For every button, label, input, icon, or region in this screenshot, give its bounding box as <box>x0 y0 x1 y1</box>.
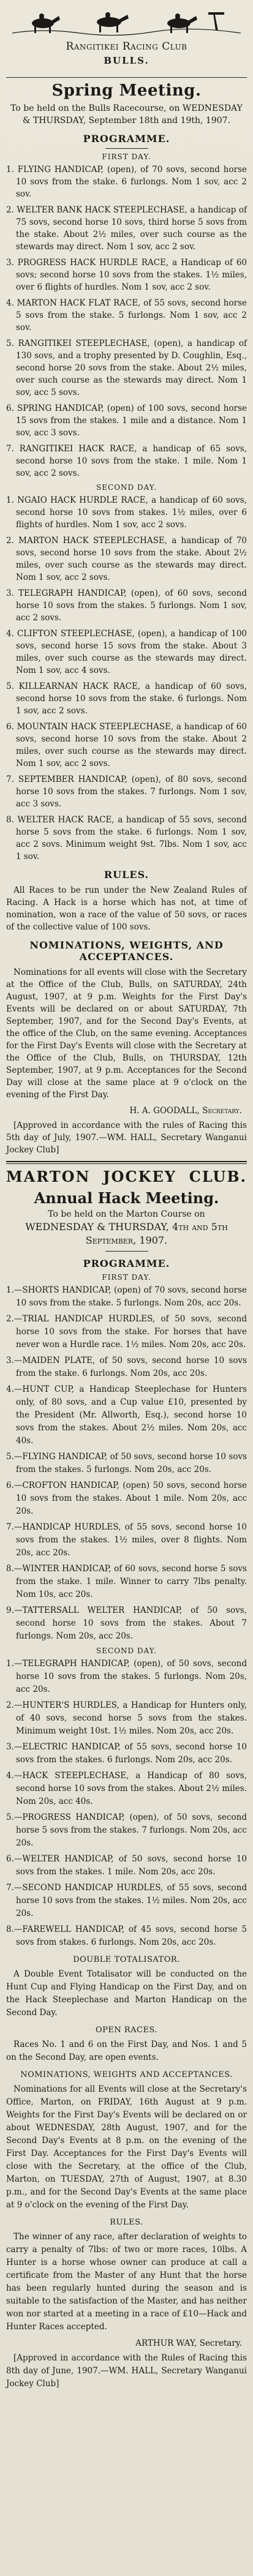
race-entry: 3. TELEGRAPH HANDICAP, (open), of 60 sovs, second horse 10 sovs from the stakes. 5 furlongs. Nom 1 sov, acc 2 sovs. <box>6 588 247 623</box>
meeting-heading: Spring Meeting. <box>51 81 202 100</box>
race-entry: 1.—TELEGRAPH HANDICAP, (open), of 50 sovs, second horse 10 sovs from the stakes. 5 furlongs. Nom 20s, acc 20s. <box>6 1659 247 1694</box>
race-entry: 1. FLYING HANDICAP, (open), of 70 sovs, second horse 10 sovs from the stake. 6 furlongs. Nom 1 sov, acc 2 sov. <box>6 165 247 199</box>
open-races-text: Races No. 1 and 6 on the First Day, and Nos. 1 and 5 on the Second Day, are open events. <box>6 2040 247 2062</box>
secretary-signature: ARTHUR WAY, Secretary. <box>135 2338 242 2348</box>
first-day-heading: FIRST DAY. <box>102 1273 151 1282</box>
race-entry: 5. RANGITIKEI STEEPLECHASE, (open), a handicap of 130 sovs, and a trophy presented by D. Coughlin, Esq., second horse 20 sovs from the stake. About 2½ miles, over such course as the stewards may direct. Nom 1 sov, acc 5 sovs. <box>6 339 247 397</box>
race-entry: 7. RANGITIKEI HACK RACE, a handicap of 65 sovs, second horse 10 sovs from the stake. 1 mile. Nom 1 sov, acc 2 sovs. <box>6 444 247 478</box>
club-title-right: CLUB. <box>189 1168 247 1185</box>
race-entry: 4.—HUNT CUP, a Handicap Steeplechase for Hunters only, of 80 sovs, and a Cup value £10, presented by the President (Mr. Allworth, Esq.), second horse 10 sovs from the stakes. About 2½ miles. Nom 20s, acc 40s. <box>6 1384 247 1446</box>
race-entry: 1.—SHORTS HANDICAP, (open) of 70 sovs, second horse 10 sovs from the stake. 5 furlongs. Nom 20s, acc 20s. <box>6 1285 247 1308</box>
race-entry: 5.—FLYING HANDICAP, of 50 sovs, second horse 10 sovs from the stakes. 5 furlongs. Nom 20s, acc 20s. <box>6 1452 247 1474</box>
club-title-mid: JOCKEY <box>103 1168 176 1185</box>
race-entry: 5. KILLEARNAN HACK RACE, a handicap of 60 sovs, second horse 10 sovs from the stake. 6 furlongs. Nom 1 sov, acc 2 sovs. <box>6 682 247 716</box>
rules-text: The winner of any race, after declaration of weights to carry a penalty of 7lbs: of two or more races, 10lbs. A Hunter is a horse whose owner can produce at call a certificate from the Master of any Hunt that the horse has been regularly hunted during the season and is suitable to the satisfaction of the Master, and has neither won nor started at a meeting in a race of £10—Hack and Hunter Races accepted. <box>6 2232 247 2332</box>
race-entry: 9.—TATTERSALL WELTER HANDICAP, of 50 sovs, second horse 10 sovs from the stakes. About 7 furlongs. Nom 20s, acc 20s. <box>6 1605 247 1641</box>
approval-notice: [Approved in accordance with the rules of Racing this 5th day of July, 1907.—WM. HALL, Secretary Wanganui Jockey Club] <box>6 1121 247 1155</box>
race-entry: 8.—WINTER HANDICAP, of 60 sovs, second horse 5 sovs from the stake. 1 mile. Winner to carry 7lbs penalty. Nom 10s, acc 20s. <box>6 1564 247 1599</box>
meeting-heading: Annual Hack Meeting. <box>34 1189 219 1207</box>
programme-heading: PROGRAMME. <box>83 133 170 145</box>
meeting-intro: To be held on the Marton Course on <box>48 1209 205 1219</box>
race-entry: 8. WELTER HACK RACE, a handicap of 55 sovs, second horse 5 sovs from the stake. 6 furlongs. Nom 1 sov, acc 2 sovs. Minimum weight 9st. 7lbs. Nom 1 sov, acc 1 sov. <box>6 815 247 862</box>
club-title <box>6 1168 247 1185</box>
programme-heading: PROGRAMME. <box>83 1258 170 1269</box>
race-entry: 1. NGAIO HACK HURDLE RACE, a handicap of 60 sovs, second horse 10 sovs from stakes. 1½ miles, over 6 flights of hurdles. Nom 1 sov, acc 2 sovs. <box>6 495 247 530</box>
rules-heading: RULES. <box>104 869 149 881</box>
open-races-heading: OPEN RACES. <box>95 2026 158 2035</box>
rangitikei-racing-club-ad <box>6 5 247 1156</box>
rules-text: All Races to be run under the New Zealand Rules of Racing. A Hack is a horse which has not, at time of nomination, won a race of the value of 50 sovs, or races of the collective value of 100 sovs. <box>6 885 247 932</box>
meeting-dates: WEDNESDAY & THURSDAY, 4th and 5th September, 1907. <box>25 1221 228 1246</box>
race-entry: 4. MARTON HACK FLAT RACE, of 55 sovs, second horse 5 sovs from the stake. 5 furlongs. Nom 1 sov, acc 2 sov. <box>6 298 247 332</box>
racing-banner <box>6 5 247 78</box>
marton-jockey-club-ad <box>6 1168 247 2390</box>
nominations-text: Nominations for all Events will close at the Secretary's Office, Marton, on FRIDAY, 16th August at 9 p.m. Weights for the First Day's Events will be declared on or about WEDNESDAY, 28th August, 1907, and for the Second Day's Events at 8 p.m. on the evening of the First Day. Acceptances for the First Day's Events will close with the Secretary, at the office of the Club, Marton, on TUESDAY, 27th of August, 1907, at 8.30 p.m., and for the Second Day's Events at the same place at 9 o'clock on the evening of the First Day. <box>6 2084 247 2210</box>
second-day-heading: SECOND DAY. <box>96 483 157 492</box>
race-entry: 6.—WELTER HANDICAP, of 50 sovs, second horse 10 sovs from the stakes. 1 mile. Nom 20s, acc 20s. <box>6 1854 247 1877</box>
race-entry: 3.—ELECTRIC HANDICAP, of 55 sovs, second horse 10 sovs from the stakes. 6 furlongs. Nom 20s, acc 20s. <box>6 1742 247 1765</box>
meeting-intro: To be held on the Bulls Racecourse, on WEDNESDAY & THURSDAY, September 18th and 19th, 1907. <box>10 103 243 126</box>
nominations-text: Nominations for all events will close with the Secretary at the Office of the Club, Bulls, on SATURDAY, 24th August, 1907, at 9 p.m. Weights for the First Day's Events will be declared on or about SATURDAY, 7th September, 1907, and for the Second Day's Events, at the office of the Club, on the same evening. Acceptances for the First Day's Events will close with the Secretary at the Office of the Club, Bulls, on THURSDAY, 12th September, 1907, at 9 p.m. Acceptances for the Second Day will close at the same place at 9 o'clock on the evening of the First Day. <box>6 967 247 1100</box>
race-entry: 7. SEPTEMBER HANDICAP, (open), of 80 sovs, second horse 10 sovs from the stakes. 7 furlongs. Nom 1 sov, acc 3 sovs. <box>6 775 247 809</box>
totalisator-heading: DOUBLE TOTALISATOR. <box>73 1955 180 1964</box>
second-day-heading: SECOND DAY. <box>96 1647 157 1655</box>
race-entry: 4. CLIFTON STEEPLECHASE, (open), a handicap of 100 sovs, second horse 15 sovs from the stake. About 3 miles, over such course as the stewards may direct. Nom 1 sov, acc 4 sovs. <box>6 629 247 675</box>
race-entry: 2.—HUNTER'S HURDLES, a Handicap for Hunters only, of 40 sovs, second horse 5 sovs from the stakes. Minimum weight 10st. 1½ miles. Nom 20s, acc 20s. <box>6 1700 247 1736</box>
race-entry: 3. PROGRESS HACK HURDLE RACE, a Handicap of 60 sovs; second horse 10 sovs from the stakes. 1½ miles, over 6 flights of hurdles. Nom 1 sov, acc 2 sov. <box>6 258 247 292</box>
race-entry: 6. MOUNTAIN HACK STEEPLECHASE, a handicap of 60 sovs, second horse 10 sovs from the stake. About 2 miles, over such course as the stewards may direct. Nom 1 sov, acc 2 sovs. <box>6 722 247 768</box>
column-divider <box>6 1161 247 1164</box>
nominations-heading: NOMINATIONS, WEIGHTS, AND ACCEPTANCES. <box>29 939 224 963</box>
race-entry: 6.—CROFTON HANDICAP, (open) 50 sovs, second horse 10 sovs from the stakes. About 1 mile. Nom 20s, acc 20s. <box>6 1481 247 1516</box>
nominations-heading: NOMINATIONS, WEIGHTS AND ACCEPTANCES. <box>20 2070 233 2079</box>
first-day-heading: FIRST DAY. <box>102 152 151 161</box>
race-entry: 5.—PROGRESS HANDICAP, (open), of 50 sovs, second horse 5 sovs from the stakes. 7 furlongs. Nom 20s, acc 20s. <box>6 1812 247 1848</box>
divider-rule <box>105 148 148 149</box>
banner-title: Rangitikei Racing Club <box>66 40 187 53</box>
race-entry: 4.—HACK STEEPLECHASE, a Handicap of 80 sovs, second horse 10 sovs from the stakes. About 2½ miles. Nom 20s, acc 40s. <box>6 1771 247 1806</box>
race-entry: 6. SPRING HANDICAP, (open) of 100 sovs, second horse 15 sovs from the stakes. 1 mile and a distance. Nom 1 sov, acc 3 sovs. <box>6 404 247 438</box>
secretary-signature: H. A. GOODALL, Secretary. <box>129 1106 242 1116</box>
rules-heading: RULES. <box>110 2218 143 2227</box>
banner-subtitle: BULLS. <box>104 55 149 66</box>
race-entry: 7.—HANDICAP HURDLES, of 55 sovs, second horse 10 sovs from the stakes. 1½ miles, over 8 flights. Nom 20s, acc 20s. <box>6 1522 247 1558</box>
horse-racing-illustration <box>6 5 247 43</box>
approval-notice: [Approved in accordance with the Rules of Racing this 8th day of June, 1907.—WM. HALL, Secretary Wanganui Jockey Club] <box>6 2353 247 2389</box>
divider-rule <box>105 1251 148 1252</box>
totalisator-text: A Double Event Totalisator will be conducted on the Hunt Cup and Flying Handicap on the First Day, and on the Hack Steeplechase and Marton Handicap on the Second Day. <box>6 1969 247 2018</box>
race-entry: 3.—MAIDEN PLATE, of 50 sovs, second horse 10 sovs from the stake. 6 furlongs. Nom 20s, acc 20s. <box>6 1356 247 1378</box>
race-entry: 7.—SECOND HANDICAP HURDLES, of 55 sovs, second horse 10 sovs from the stakes. 1½ miles. Nom 20s, acc 20s. <box>6 1883 247 1918</box>
race-entry: 2. MARTON HACK STEEPLECHASE, a handicap of 70 sovs, second horse 10 sovs from the stake. About 2½ miles, over such course as the stewards may direct. Nom 1 sov, acc 2 sovs. <box>6 536 247 582</box>
club-title-left: MARTON <box>6 1168 91 1185</box>
race-entry: 2.—TRIAL HANDICAP HURDLES, of 50 sovs, second horse 10 sovs from the stake. For horses that have never won a Hurdle race. 1½ miles. Nom 20s, acc 20s. <box>6 1314 247 1350</box>
race-entry: 8.—FAREWELL HANDICAP, of 45 sovs, second horse 5 sovs from stakes. 6 furlongs. Nom 20s, acc 20s. <box>6 1924 247 1947</box>
race-entry: 2. WELTER BANK HACK STEEPLECHASE, a handicap of 75 sovs, second horse 10 sovs, third horse 5 sovs from the stake. About 2½ miles, over such course as the stewards may direct. Nom 1 sov, acc 2 sov. <box>6 205 247 252</box>
